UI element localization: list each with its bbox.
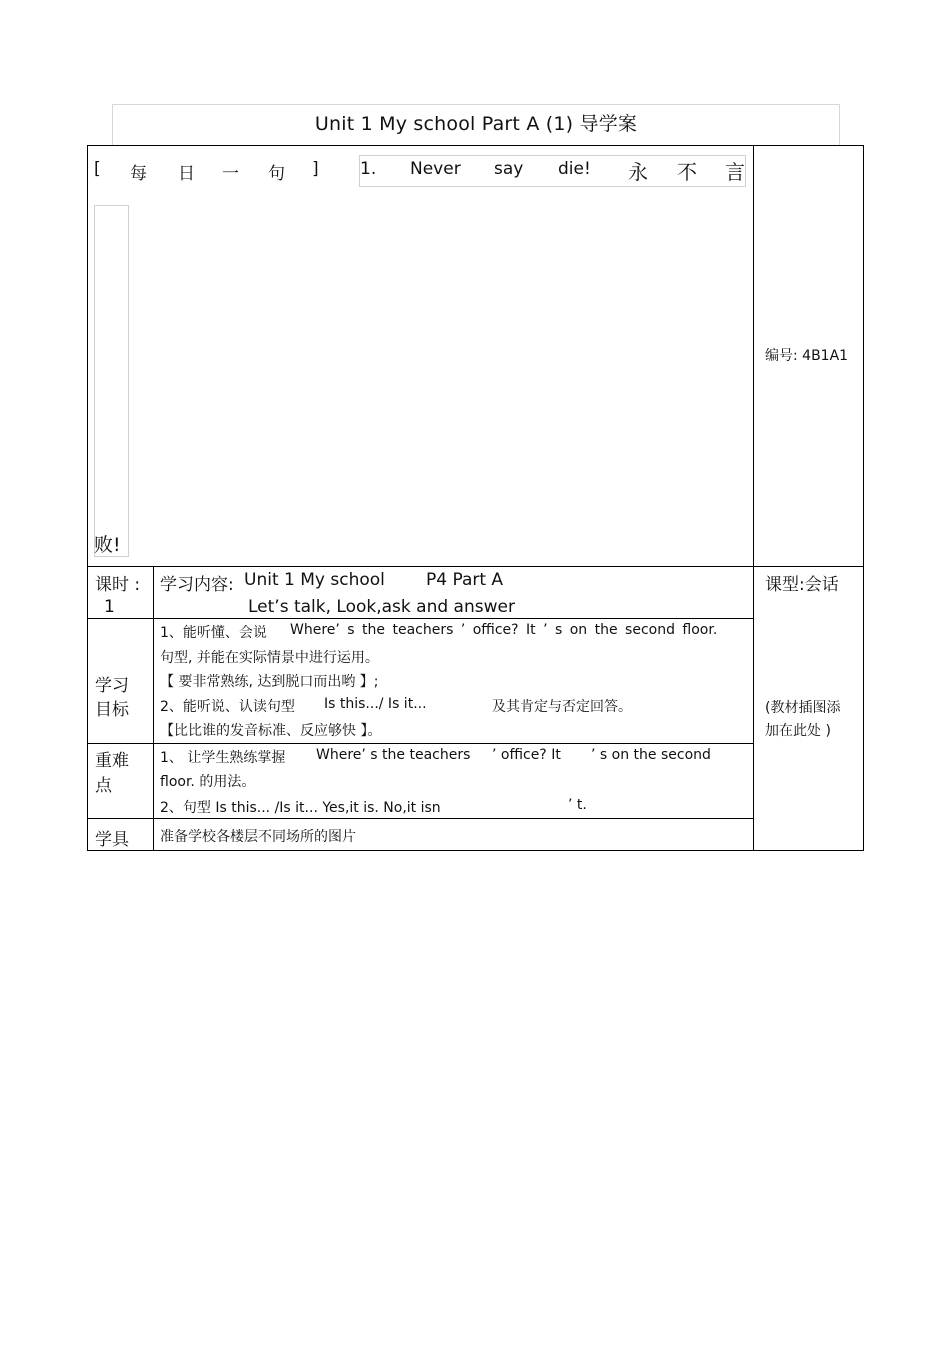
- difficult-label-1: 重难: [95, 751, 129, 771]
- left-column-divider: [153, 566, 154, 851]
- image-note-line-2: 加在此处 ): [765, 723, 831, 739]
- table-border-bottom: [87, 850, 864, 851]
- motto-char-3: 一: [222, 164, 239, 184]
- motto-char-4: 句: [268, 164, 285, 184]
- difficult-1-lead: 1、 让学生熟练掌握: [160, 750, 286, 766]
- motto-zh-3: 言: [725, 160, 745, 184]
- difficult-label-2: 点: [95, 776, 112, 796]
- table-border-right: [863, 145, 864, 851]
- objective-1-tip: 【 要非常熟练, 达到脱口而出哟 】;: [160, 674, 379, 690]
- motto-word-2: say: [494, 159, 524, 179]
- objectives-label-1: 学习: [95, 676, 129, 696]
- code-label: 编号: 4B1A1: [765, 348, 849, 364]
- motto-char-2: 日: [178, 164, 195, 184]
- motto-word-1: Never: [410, 159, 461, 179]
- objectives-label-2: 目标: [95, 700, 129, 720]
- objective-2-pattern: Is this.../ Is it...: [324, 696, 427, 712]
- objective-2-tip: 【比比谁的发音标准、反应够快 】。: [160, 723, 382, 739]
- difficult-1-part-a: Where’ s the teachers: [316, 747, 471, 763]
- motto-side-box: [94, 205, 129, 557]
- objective-1-note: 句型, 并能在实际情景中进行运用。: [160, 650, 379, 666]
- content-activities: Let’s talk, Look,ask and answer: [248, 597, 515, 617]
- objective-1-lead: 1、能听懂、会说: [160, 625, 267, 641]
- motto-tail: 败!: [94, 534, 121, 556]
- row-divider-4: [87, 818, 754, 819]
- objective-1-sentence: Where’ s the teachers ’ office? It ’ s on the second floor.: [290, 622, 718, 638]
- period-value: 1: [104, 597, 115, 617]
- content-part: P4 Part A: [426, 570, 504, 590]
- period-label: 课时 :: [95, 575, 141, 595]
- image-note-line-1: (教材插图添: [765, 700, 841, 716]
- title-box: [112, 104, 840, 145]
- objective-2-note: 及其肯定与否定回答。: [492, 699, 632, 715]
- motto-number: 1.: [360, 159, 377, 179]
- tools-value: 准备学校各楼层不同场所的图片: [160, 829, 356, 845]
- difficult-1-part-b: ’ office? It: [492, 747, 561, 763]
- motto-zh-2: 不: [677, 160, 697, 184]
- difficult-1-part-c: ’ s on the second: [591, 747, 711, 763]
- content-label: 学习内容:: [160, 575, 234, 595]
- table-border-left: [87, 145, 88, 851]
- lesson-type: 课型:会话: [765, 575, 839, 595]
- right-column-divider: [753, 145, 754, 851]
- difficult-1-usage: floor. 的用法。: [160, 774, 256, 790]
- content-unit: Unit 1 My school: [244, 570, 385, 590]
- objective-2-lead: 2、能听说、认读句型: [160, 699, 295, 715]
- motto-word-3: die!: [558, 159, 591, 179]
- motto-zh-1: 永: [628, 160, 648, 184]
- table-border-top: [87, 145, 864, 146]
- row-divider-1: [87, 566, 864, 567]
- difficult-2-pattern: 2、句型 Is this... /Is it... Yes,it is. No,it isn: [160, 800, 441, 816]
- row-divider-3: [87, 743, 754, 744]
- motto-bracket-open: [: [94, 159, 101, 179]
- row-divider-2: [87, 618, 754, 619]
- page-title: Unit 1 My school Part A (1) 导学案: [314, 113, 638, 135]
- tools-label: 学具: [95, 830, 129, 850]
- motto-char-1: 每: [130, 164, 147, 184]
- difficult-2-tail: ’ t.: [568, 797, 587, 813]
- motto-bracket-close: ]: [312, 159, 319, 179]
